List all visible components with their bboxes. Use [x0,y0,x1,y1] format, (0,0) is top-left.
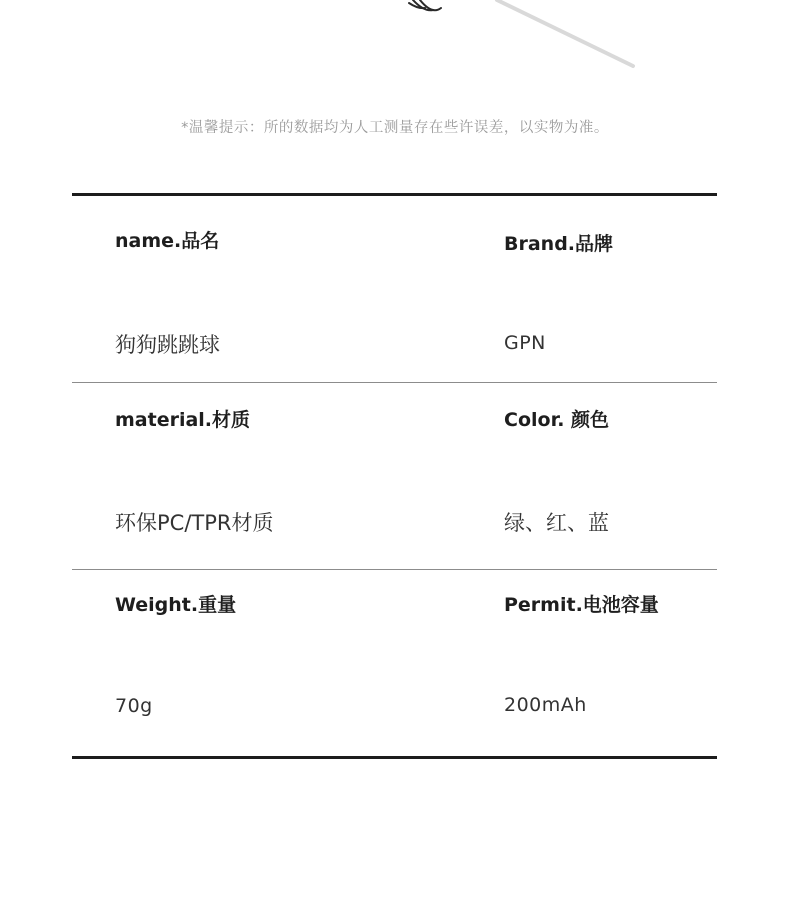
disclaimer-note: *温馨提示：所的数据均为人工测量存在些许误差，以实物为准。 [181,120,609,136]
spec-value: 绿、红、蓝 [504,511,609,535]
spec-row [72,383,717,570]
spec-value: 200mAh [504,694,587,716]
spec-value: 环保PC/TPR材质 [115,511,274,535]
spec-value: 狗狗跳跳球 [115,333,220,357]
sound-waves-icon [409,0,441,10]
product-illustration-fragment [0,0,790,80]
spec-label: Color. 颜色 [504,409,610,431]
spec-table [72,193,717,759]
spec-value: GPN [504,332,546,354]
spec-value: 70g [115,695,153,717]
spec-label: Weight.重量 [115,594,237,616]
spec-label: Brand.品牌 [504,233,614,255]
spec-label: Permit.电池容量 [504,594,659,616]
spec-row [72,196,717,383]
spec-row [72,570,717,756]
antenna-line [497,0,633,66]
spec-label: material.材质 [115,409,251,431]
spec-label: name.品名 [115,230,220,252]
